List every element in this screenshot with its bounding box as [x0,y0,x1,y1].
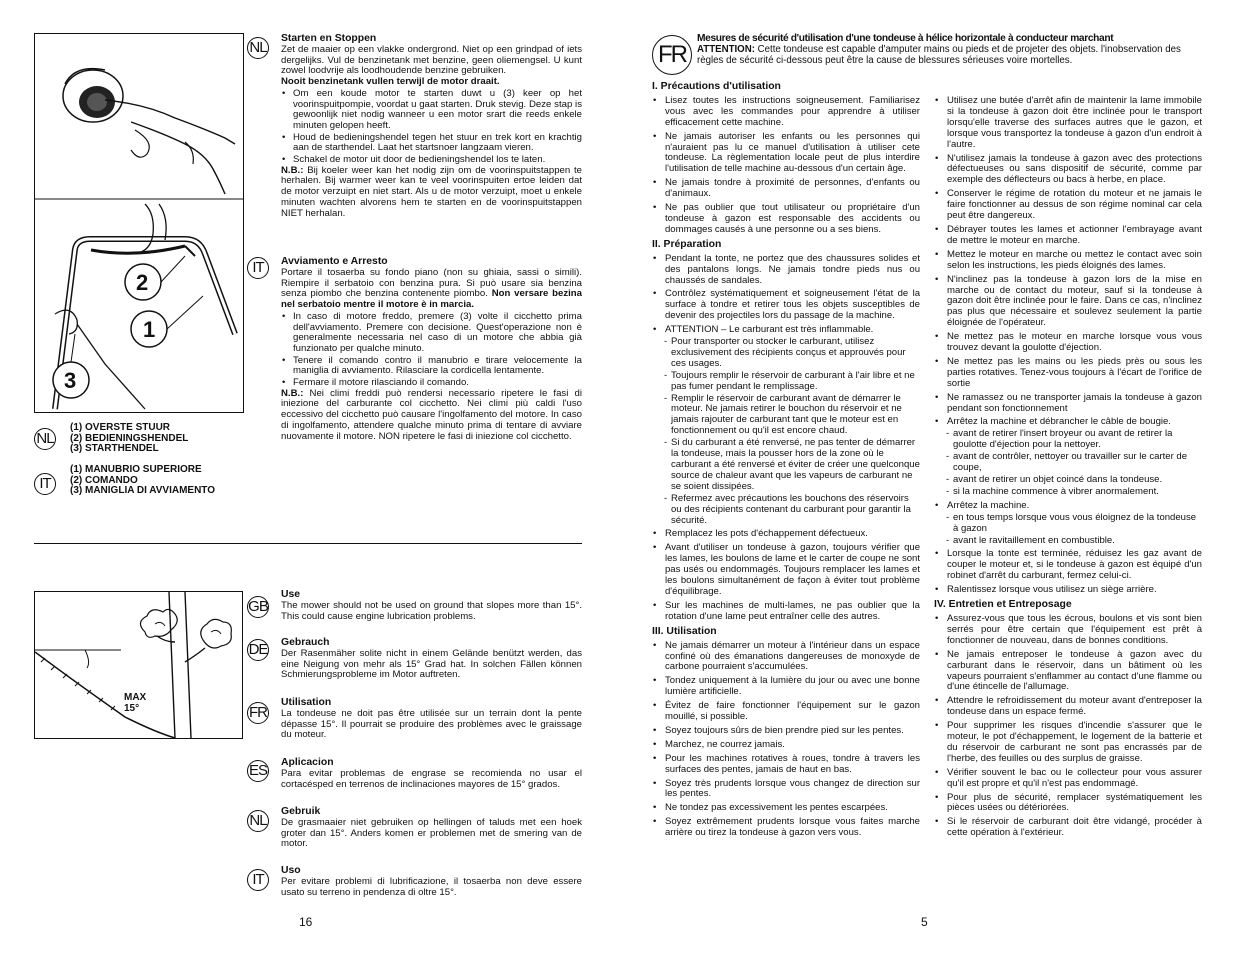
sub-item: - si la machine commence à vibrer anormalement. [940,487,1202,498]
section-heading: I. Précautions d'utilisation [652,81,781,92]
page-number: 5 [921,915,928,929]
list-item: • N'inclinez pas la tondeuse à gazon lors de la mise en marche ou de contact du moteur, sauf si la tondeuse à gazon doit être inclinée pour le faire. Dans ce cas, n'inclinez pas plus que nécessaire et soulevez seulement la partie éloignée de l'opérateur. [934,275,1202,330]
lang-badge-es: ES [247,760,269,782]
use-section-nl [281,806,582,850]
list-item: • Ne mettez pas le moteur en marche lorsque vous vous trouvez devant la goulotte d'éjection. [934,332,1202,354]
sub-item: - avant le ravitaillement en combustible. [940,536,1202,547]
fr-column-1 [652,78,920,839]
section-title: Starten en Stoppen [281,33,377,44]
list-item: • Pendant la tonte, ne portez que des chaussures solides et des pantalons longs. Ne jamais tondre pieds nus ou chaussés de sandales. [652,254,920,287]
fr-column-2 [934,93,1202,839]
section-intro: Zet de maaier op een vlakke ondergrond. Niet op een grindpad of iets dergelijks. Vul de benzinetank met benzine, geen oliemengsel. U kunt zowel loodvrije als loodhoudende benzine gebruiken. [281,44,582,77]
sub-item: - avant de contrôler, nettoyer ou travailler sur le carter de coupe, [940,452,1202,474]
list-item: • Tenere il comando contro il manubrio e tirare velocemente la maniglia di avviamento. Rilasciare la cordicella lentamente. [281,356,582,377]
legend-nl-item: (3) STARTHENDEL [70,443,159,455]
list-item: • Marchez, ne courrez jamais. [652,740,920,751]
section-warning: Non versare bezina nel serbatoio mentre il motore è in marcia. [281,288,582,311]
use-section-it [281,865,582,898]
attention-text: Cette tondeuse est capable d'amputer mains ou pieds et de projeter des objets. l'inobservation des règles de sécurité ci-dessous peut être la cause de blessures sérieuses voire mortelles. [697,44,1181,67]
slope-illustration [35,592,242,738]
start-figure [34,33,244,413]
nb-label: N.B.: [281,164,304,176]
list-item: • Soyez très prudents lorsque vous changez de direction sur les pentes. [652,779,920,801]
section-title: Use [281,589,301,600]
section-text: The mower should not be used on ground that slopes more than 15°. This could cause engine lubrication problems. [281,600,582,622]
lang-badge-nl: NL [247,37,269,59]
list-item: • Ne mettez pas les mains ou les pieds près ou sous les parties rotatives. Tenez-vous toujours à l'écart de l'orifice de sortie [934,357,1202,390]
section-text: La tondeuse ne doit pas être utilisée sur un terrain dont la pente dépasse 15°. Il pourrait se produire des problèmes avec le graissage du moteur. [281,708,582,741]
legend-it-item: (1) MANUBRIO SUPERIORE [70,464,202,475]
lang-badge-it-legend: IT [34,473,56,495]
lang-badge-it: IT [247,869,269,891]
legend-it-item: (2) COMANDO [70,474,138,486]
section-title: Uso [281,865,301,876]
list-item: • Ne ramassez ou ne transporter jamais la tondeuse à gazon pendant son fonctionnement [934,393,1202,415]
list-item: • N'utilisez jamais la tondeuse à gazon avec des protections défectueuses ou sans dispositif de sécurité, comme par exemple des déflecteurs ou bacs à herbe, en place. [934,154,1202,187]
section-intro: Portare il tosaerba su fondo piano (non su ghiaia, sassi o simili). Riempire il serbatoio con benzina pura. Si può usare sia benzina senza piombo che benzina contenente piombo. [281,267,582,300]
slope-angle-label: 15° [124,703,140,714]
it-start-section [281,256,582,442]
legend-it-item: (3) MANIGLIA DI AVVIAMENTO [70,485,215,497]
section-heading: II. Préparation [652,238,722,250]
list-item: • Lorsque la tonte est terminée, réduisez les gaz avant de couper le moteur et, si le tondeuse à gazon est équipé d'un robinet d'arrêt du carburant, fermez celui-ci. [934,549,1202,582]
section-text: Per evitare problemi di lubrificazione, il tosaerba non deve essere usato su terreno in pendenza di oltre 15°. [281,876,582,898]
page-title: Mesures de sécurité d'utilisation d'une tondeuse à hélice horizontale à conducteur marchant [697,33,1114,44]
lang-badge-de: DE [247,639,269,661]
sub-item: - avant de retirer l'insert broyeur ou avant de retirer la goulotte d'éjection pour la nettoyer. [940,429,1202,451]
list-item: • Ne jamais entreposer le tondeuse à gazon avec du carburant dans le réservoir, dans un bâtiment où les vapeurs pourraient s'enflammer au contact d'une flamme ou d'une étincelle de l'allumage. [934,650,1202,694]
list-item: • Soyez extrêmement prudents lorsque vous faites marche arrière ou tirez la tondeuse à gazon vers vous. [652,817,920,839]
list-item: • Débrayer toutes les lames et actionner l'embrayage avant de mettre le moteur en marche. [934,225,1202,247]
section-text: Der Rasenmäher solite nicht in einem Gelände benützt werden, das eine Neigung von mehr als 15° Grad hat. In solchen Fällen können Schmierungsprobleme im Motor auftreten. [281,648,582,681]
start-illustration [35,34,243,412]
nb-label: N.B.: [281,387,304,399]
list-item: • Pour plus de sécurité, remplacer systématiquement les pièces usées ou détériorées. [934,793,1202,815]
use-section-es [281,757,582,790]
list-item: • Houd de bedieningshendel tegen het stuur en trek kort en krachtig aan de starthendel. Laat het startsnoer langzaam vieren. [281,133,582,154]
list-item: • Utilisez une butée d'arrêt afin de maintenir la lame immobile si la tondeuse à gazon doit être inclinée pour le transport lorsqu'elle traverse des surfaces autres que le gazon, et lorsque vous transportez la tondeuse à gazon d'un endroit à l'autre. [934,96,1202,151]
list-item: • Ne pas oublier que tout utilisateur ou propriétaire d'un tondeuse à gazon est responsable des accidents ou dommages causés à une personne ou a ses biens. [652,203,920,236]
list-item: • Ne jamais démarrer un moteur à l'intérieur dans un espace confiné où des émanations dangereuses de monoxyde de carbone pourraient s'accumulées. [652,641,920,674]
section-text: Para evitar problemas de engrase se recomienda no usar el cortacésped en terrenos de inclinaciones mayores de 15° grados. [281,768,582,790]
lang-badge-it: IT [247,257,269,279]
sub-item: - Pour transporter ou stocker le carburant, utilisez exclusivement des récipients conçus et approuvés pour ces usages. [658,337,920,370]
section-heading: IV. Entretien et Entreposage [934,599,1072,611]
nb-text: Nei climi freddi può rendersi necessario ripetere le fasi di iniezione del carburante col cicchetto. Nei climi più caldi l'uso eccessivo del cicchetto può causare l'ingolfamento del motore. In caso di ingolfamento, attendere qualche minuto prima di tentare di avviare nuovamente il motore. NON ripetere le fasi di iniezione col cicchetto. [281,387,582,442]
list-item: • Vérifier souvent le bac ou le collecteur pour vous assurer qu'il est propre et qu'il n'est pas endommagé. [934,768,1202,790]
list-item: • Avant d'utiliser un tondeuse à gazon, toujours vérifier que les lames, les boulons de lame et le carter de coupe ne sont pas usés ou endommagés. Toujours remplacer les lames et les boulons simultanément de façon à éviter tout problème d'équilibrage. [652,543,920,598]
callout-1: 1 [143,317,156,342]
list-item: • Tondez uniquement à la lumière du jour ou avec une bonne lumière artificielle. [652,676,920,698]
list-item: • Pour les machines rotatives à roues, tondre à travers les surfaces des pentes, jamais de haut en bas. [652,754,920,776]
list-item: • Pour supprimer les risques d'incendie s'assurer que le moteur, le pot d'échappement, le logement de la batterie et du réservoir de carburant ne sont pas encrassés par de l'herbe, des feuilles ou des surplus de graisse. [934,721,1202,765]
list-item: • Conserver le régime de rotation du moteur et ne jamais le faire fonctionner au dessus de son régime nominal car cela peut être dangereux. [934,189,1202,222]
use-section-de [281,637,582,681]
lang-badge-nl: NL [247,810,269,832]
list-item: • Arrêtez la machine. [934,501,1202,512]
sub-item: - Si du carburant a été renversé, ne pas tenter de démarrer la tondeuse, mais la pousser hors de la zone où le carburant a été renversé et éviter de créer une quelconque source de chaleur avant que les vapeurs de carburant ne se soient dissipées. [658,438,920,493]
list-item: • Assurez-vous que tous les écrous, boulons et vis sont bien serrés pour être certain que l'équipement est prêt à fonctionner de nouveau, dans de bonnes conditions. [934,614,1202,647]
list-item: • Mettez le moteur en marche ou mettez le contact avec soin selon les instructions, les pieds éloignés des lames. [934,250,1202,272]
section-title: Gebruik [281,806,321,817]
attention-label: ATTENTION: [697,44,755,56]
list-item: • Évitez de faire fonctionner l'équipement sur le gazon mouillé, si possible. [652,701,920,723]
legend-nl-item: (1) OVERSTE STUUR [70,422,171,433]
list-item: • Soyez toujours sûrs de bien prendre pied sur les pentes. [652,726,920,737]
section-text: De grasmaaier niet gebruiken op hellingen of taluds met een hoek groter dan 15°. Anders komen er problemen met de smering van de motor. [281,817,582,850]
callout-2: 2 [136,270,149,295]
callout-3: 3 [64,368,77,393]
list-item: • Contrôlez systématiquement et soigneusement l'état de la surface à tondre et retirer tous les objets susceptibles de devenir des projectiles lors du passage de la machine. [652,289,920,322]
safety-header [697,33,1202,67]
sub-item: - Refermez avec précautions les bouchons des réservoirs ou des récipients contenant du carburant pour garantir la sécurité. [658,494,920,527]
list-item: • Remplacez les pots d'échappement défectueux. [652,529,920,540]
legend-it [70,465,215,497]
sub-item: - en tous temps lorsque vous vous éloignez de la tondeuse à gazon [940,513,1202,535]
list-item: • ATTENTION – Le carburant est très inflammable. [652,325,920,336]
section-title: Aplicacion [281,757,334,768]
list-item: • Ne jamais autoriser les enfants ou les personnes qui n'auraient pas lu ce manuel d'utilisation à utiliser cete tondeuse. La règlementation locale peut de plus interdire l'utilisation de telle machine au-dessous d'un certain âge. [652,132,920,176]
section-title: Gebrauch [281,637,330,648]
list-item: • Ralentissez lorsque vous utilisez un siège arrière. [934,585,1202,596]
list-item: • Attendre le refroidissement du moteur avant d'entreposer la tondeuse dans un espace fermé. [934,696,1202,718]
legend-nl [70,423,188,455]
sub-item: - Remplir le réservoir de carburant avant de démarrer le moteur. Ne jamais retirer le bouchon du réservoir et ne jamais rajouter de carburant tant que le moteur est en fonctionnement ou qu'il est encore chaud. [658,394,920,438]
slope-max-label: MAX [124,692,147,703]
use-section-fr [281,697,582,741]
list-item: • Arrêtez la machine et débrancher le câble de bougie. [934,417,1202,428]
list-item: • Om een koude motor te starten duwt u (3) keer op het voorinspuitpompie, voordat u gaat starten. Druk stevig. Deze stap is gewoonlijk niet nodig wanneer u een motor srart die reeds enkele minuten gelopen heeft. [281,89,582,132]
sub-item: - Toujours remplir le réservoir de carburant à l'air libre et ne pas fumer pendant le remplissage. [658,371,920,393]
lang-badge-fr-header: FR [652,35,692,75]
slope-figure [34,591,243,739]
list-item: • In caso di motore freddo, premere (3) volte il cicchetto prima dell'avviamento. Premere con decisione. Quest'operazione non è generalmente necessaria nel caso di un motore che abbia già funzionato per qualche minuto. [281,312,582,355]
lang-badge-gb: GB [247,596,269,618]
legend-nl-item: (2) BEDIENINGSHENDEL [70,432,189,444]
lang-badge-nl-legend: NL [34,428,56,450]
page-divider [34,543,582,544]
section-title: Utilisation [281,697,332,708]
nl-start-section [281,33,582,219]
list-item: • Lisez toutes les instructions soigneusement. Familiarisez vous avec les commandes pour apprendre à utiliser efficacement cette machine. [652,96,920,129]
section-title: Avviamento e Arresto [281,256,388,267]
list-item: • Si le réservoir de carburant doit être vidangé, procéder à cette opération à l'extérieur. [934,817,1202,839]
use-section-gb [281,589,582,622]
section-warning: Nooit benzinetank vullen terwijl de motor draait. [281,76,500,88]
list-item: • Sur les machines de multi-lames, ne pas oublier que la rotation d'une lame peut entraîner celle des autres. [652,601,920,623]
lang-badge-fr: FR [247,702,269,724]
page-number: 16 [299,915,313,929]
section-heading: III. Utilisation [652,625,717,637]
sub-item: - avant de retirer un objet coincé dans la tondeuse. [940,475,1202,486]
list-item: • Schakel de motor uit door de bedieningshendel los te laten. [281,155,582,166]
nb-text: Bij koeler weer kan het nodig zijn om de voorinspuitstappen te herhalen. Bij warmer weer kan te veel voorinspuiten ertoe leiden dat de motor verzuipt en niet start. Als u de motor verzuipt, moet u enkele minuten wachten alvorens hem te starten en de voorinspuitstappen NIET herhalan. [281,164,583,219]
list-item: • Ne jamais tondre à proximité de personnes, d'enfants ou d'animaux. [652,178,920,200]
list-item: • Fermare il motore rilasciando il comando. [281,378,582,389]
list-item: • Ne tondez pas excessivement les pentes escarpées. [652,803,920,814]
